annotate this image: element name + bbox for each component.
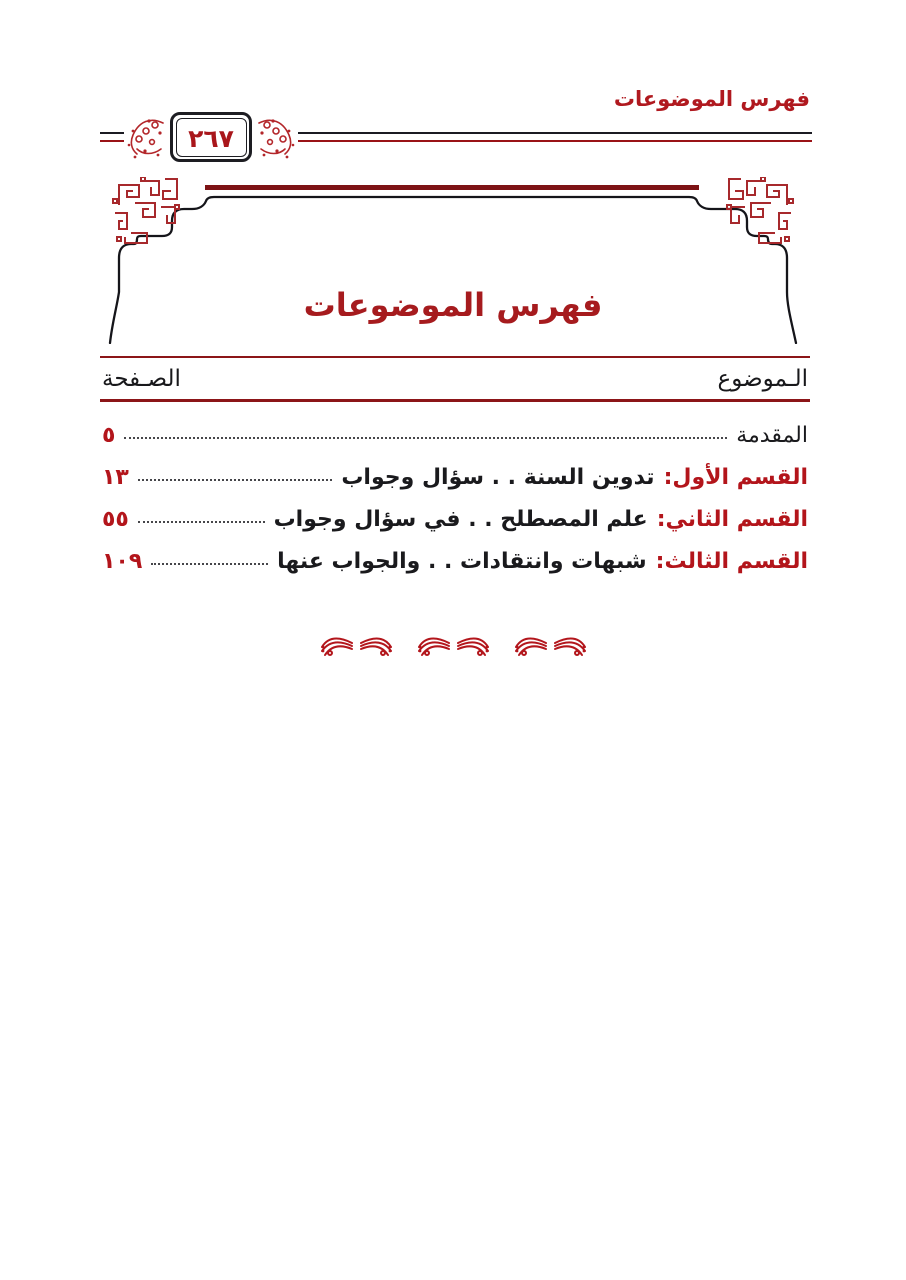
row-title: تدوين السنة . . سؤال وجواب [341, 465, 655, 490]
row-title: شبهات وانتقادات . . والجواب عنها [277, 549, 647, 574]
flourish-group [514, 635, 587, 657]
running-head: فهرس الموضوعات [613, 87, 810, 111]
wave-ornament-icon [417, 635, 451, 657]
double-rule-right [298, 132, 812, 142]
flourish-group [320, 635, 393, 657]
toc-row [100, 457, 810, 499]
rosette-icon [125, 109, 167, 165]
wave-ornament-icon [456, 635, 490, 657]
section-label: القسم الأول: [663, 465, 808, 490]
dotted-leader [138, 479, 332, 481]
row-title: المقدمة [736, 423, 808, 448]
toc-header-row [100, 358, 810, 399]
toc-rows [100, 402, 810, 583]
wave-ornament-icon [553, 635, 587, 657]
toc-section [100, 356, 810, 583]
kufic-ornament-icon [111, 177, 181, 247]
row-title: علم المصطلح . . في سؤال وجواب [273, 507, 648, 532]
header-rule-row [100, 111, 812, 163]
row-page-number: ١٠٩ [102, 549, 143, 574]
bottom-flourish [0, 635, 906, 657]
toc-row [100, 541, 810, 583]
row-page-number: ٥ [102, 423, 116, 448]
double-rule-left [100, 132, 124, 142]
dotted-leader [138, 521, 265, 523]
toc-row [100, 499, 810, 541]
toc-topic-header: الـموضوع [717, 366, 808, 392]
row-page-number: ١٣ [102, 465, 129, 490]
dotted-leader [151, 563, 268, 565]
section-label: القسم الثالث: [655, 549, 808, 574]
page-number-box [170, 112, 252, 162]
title-top-bar [205, 185, 699, 190]
toc-row [100, 415, 810, 457]
wave-ornament-icon [359, 635, 393, 657]
toc-page-header: الصـفحة [102, 366, 181, 392]
wave-ornament-icon [514, 635, 548, 657]
row-page-number: ٥٥ [102, 507, 129, 532]
rosette-icon [255, 109, 297, 165]
page-title: فهرس الموضوعات [303, 286, 603, 324]
wave-ornament-icon [320, 635, 354, 657]
flourish-group [417, 635, 490, 657]
kufic-ornament-icon [725, 177, 795, 247]
dotted-leader [124, 437, 727, 439]
section-label: القسم الثاني: [656, 507, 808, 532]
page-number: ٢٦٧ [188, 123, 234, 153]
